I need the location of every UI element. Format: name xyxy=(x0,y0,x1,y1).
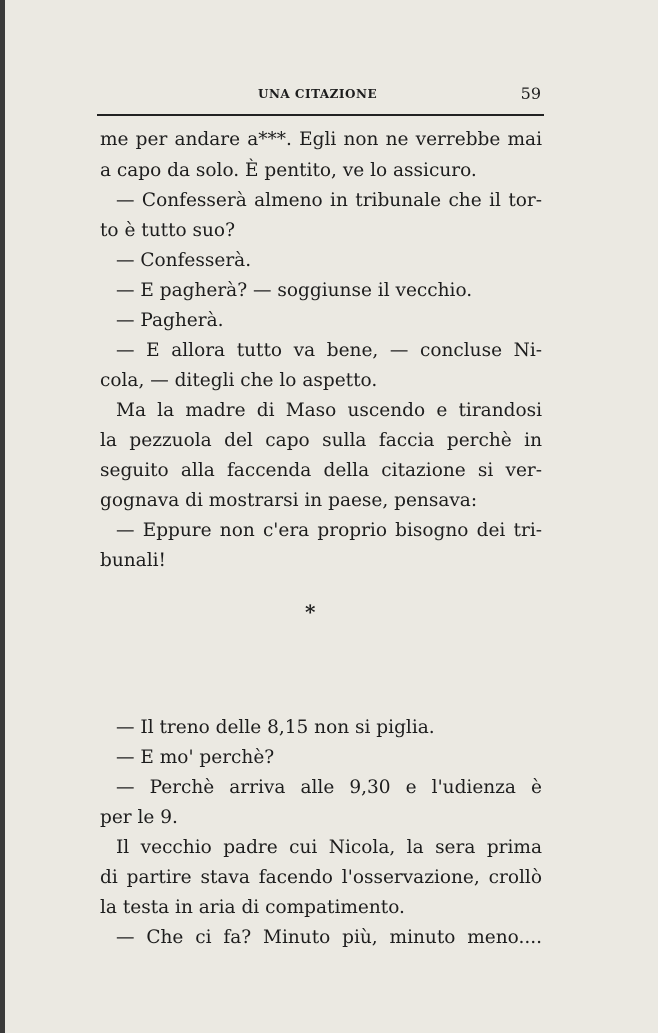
text-line: — Eppure non c'era proprio bisogno dei tri- xyxy=(116,520,542,541)
text-line: me per andare a***. Egli non ne verrebbe mai xyxy=(100,129,542,150)
running-title: UNA CITAZIONE xyxy=(258,87,378,101)
page-binding-edge xyxy=(0,0,5,1033)
page-header xyxy=(100,84,543,107)
text-line: seguito alla faccenda della citazione si ver- xyxy=(100,460,542,481)
text-line: to è tutto suo? xyxy=(100,220,235,241)
text-line: Ma la madre di Maso uscendo e tirandosi xyxy=(116,400,542,421)
text-line: la pezzuola del capo sulla faccia perchè in xyxy=(100,430,542,451)
text-line: gognava di mostrarsi in paese, pensava: xyxy=(100,490,478,511)
text-line: bunali! xyxy=(100,550,166,571)
text-line: la testa in aria di compatimento. xyxy=(100,897,405,918)
text-line: — E mo' perchè? xyxy=(116,747,275,768)
text-line: — Che ci fa? Minuto più, minuto meno.... xyxy=(116,927,542,948)
text-line: Il vecchio padre cui Nicola, la sera prima xyxy=(116,837,542,858)
section-separator: * xyxy=(305,600,316,624)
text-line: — Confesserà. xyxy=(116,250,252,271)
text-line: — E allora tutto va bene, — concluse Ni- xyxy=(116,340,542,361)
text-line: per le 9. xyxy=(100,807,178,828)
text-line: cola, — ditegli che lo aspetto. xyxy=(100,370,378,391)
header-rule xyxy=(97,114,544,116)
text-line: di partire stava facendo l'osservazione, crollò xyxy=(100,867,542,888)
text-line: — Pagherà. xyxy=(116,310,224,331)
text-line: — Confesserà almeno in tribunale che il tor- xyxy=(116,190,542,211)
text-line: a capo da solo. È pentito, ve lo assicuro. xyxy=(100,160,477,181)
page-number: 59 xyxy=(520,84,541,103)
text-line: — Perchè arriva alle 9,30 e l'udienza è xyxy=(116,777,542,798)
text-line: — E pagherà? — soggiunse il vecchio. xyxy=(116,280,473,301)
text-line: — Il treno delle 8,15 non si piglia. xyxy=(116,717,435,738)
